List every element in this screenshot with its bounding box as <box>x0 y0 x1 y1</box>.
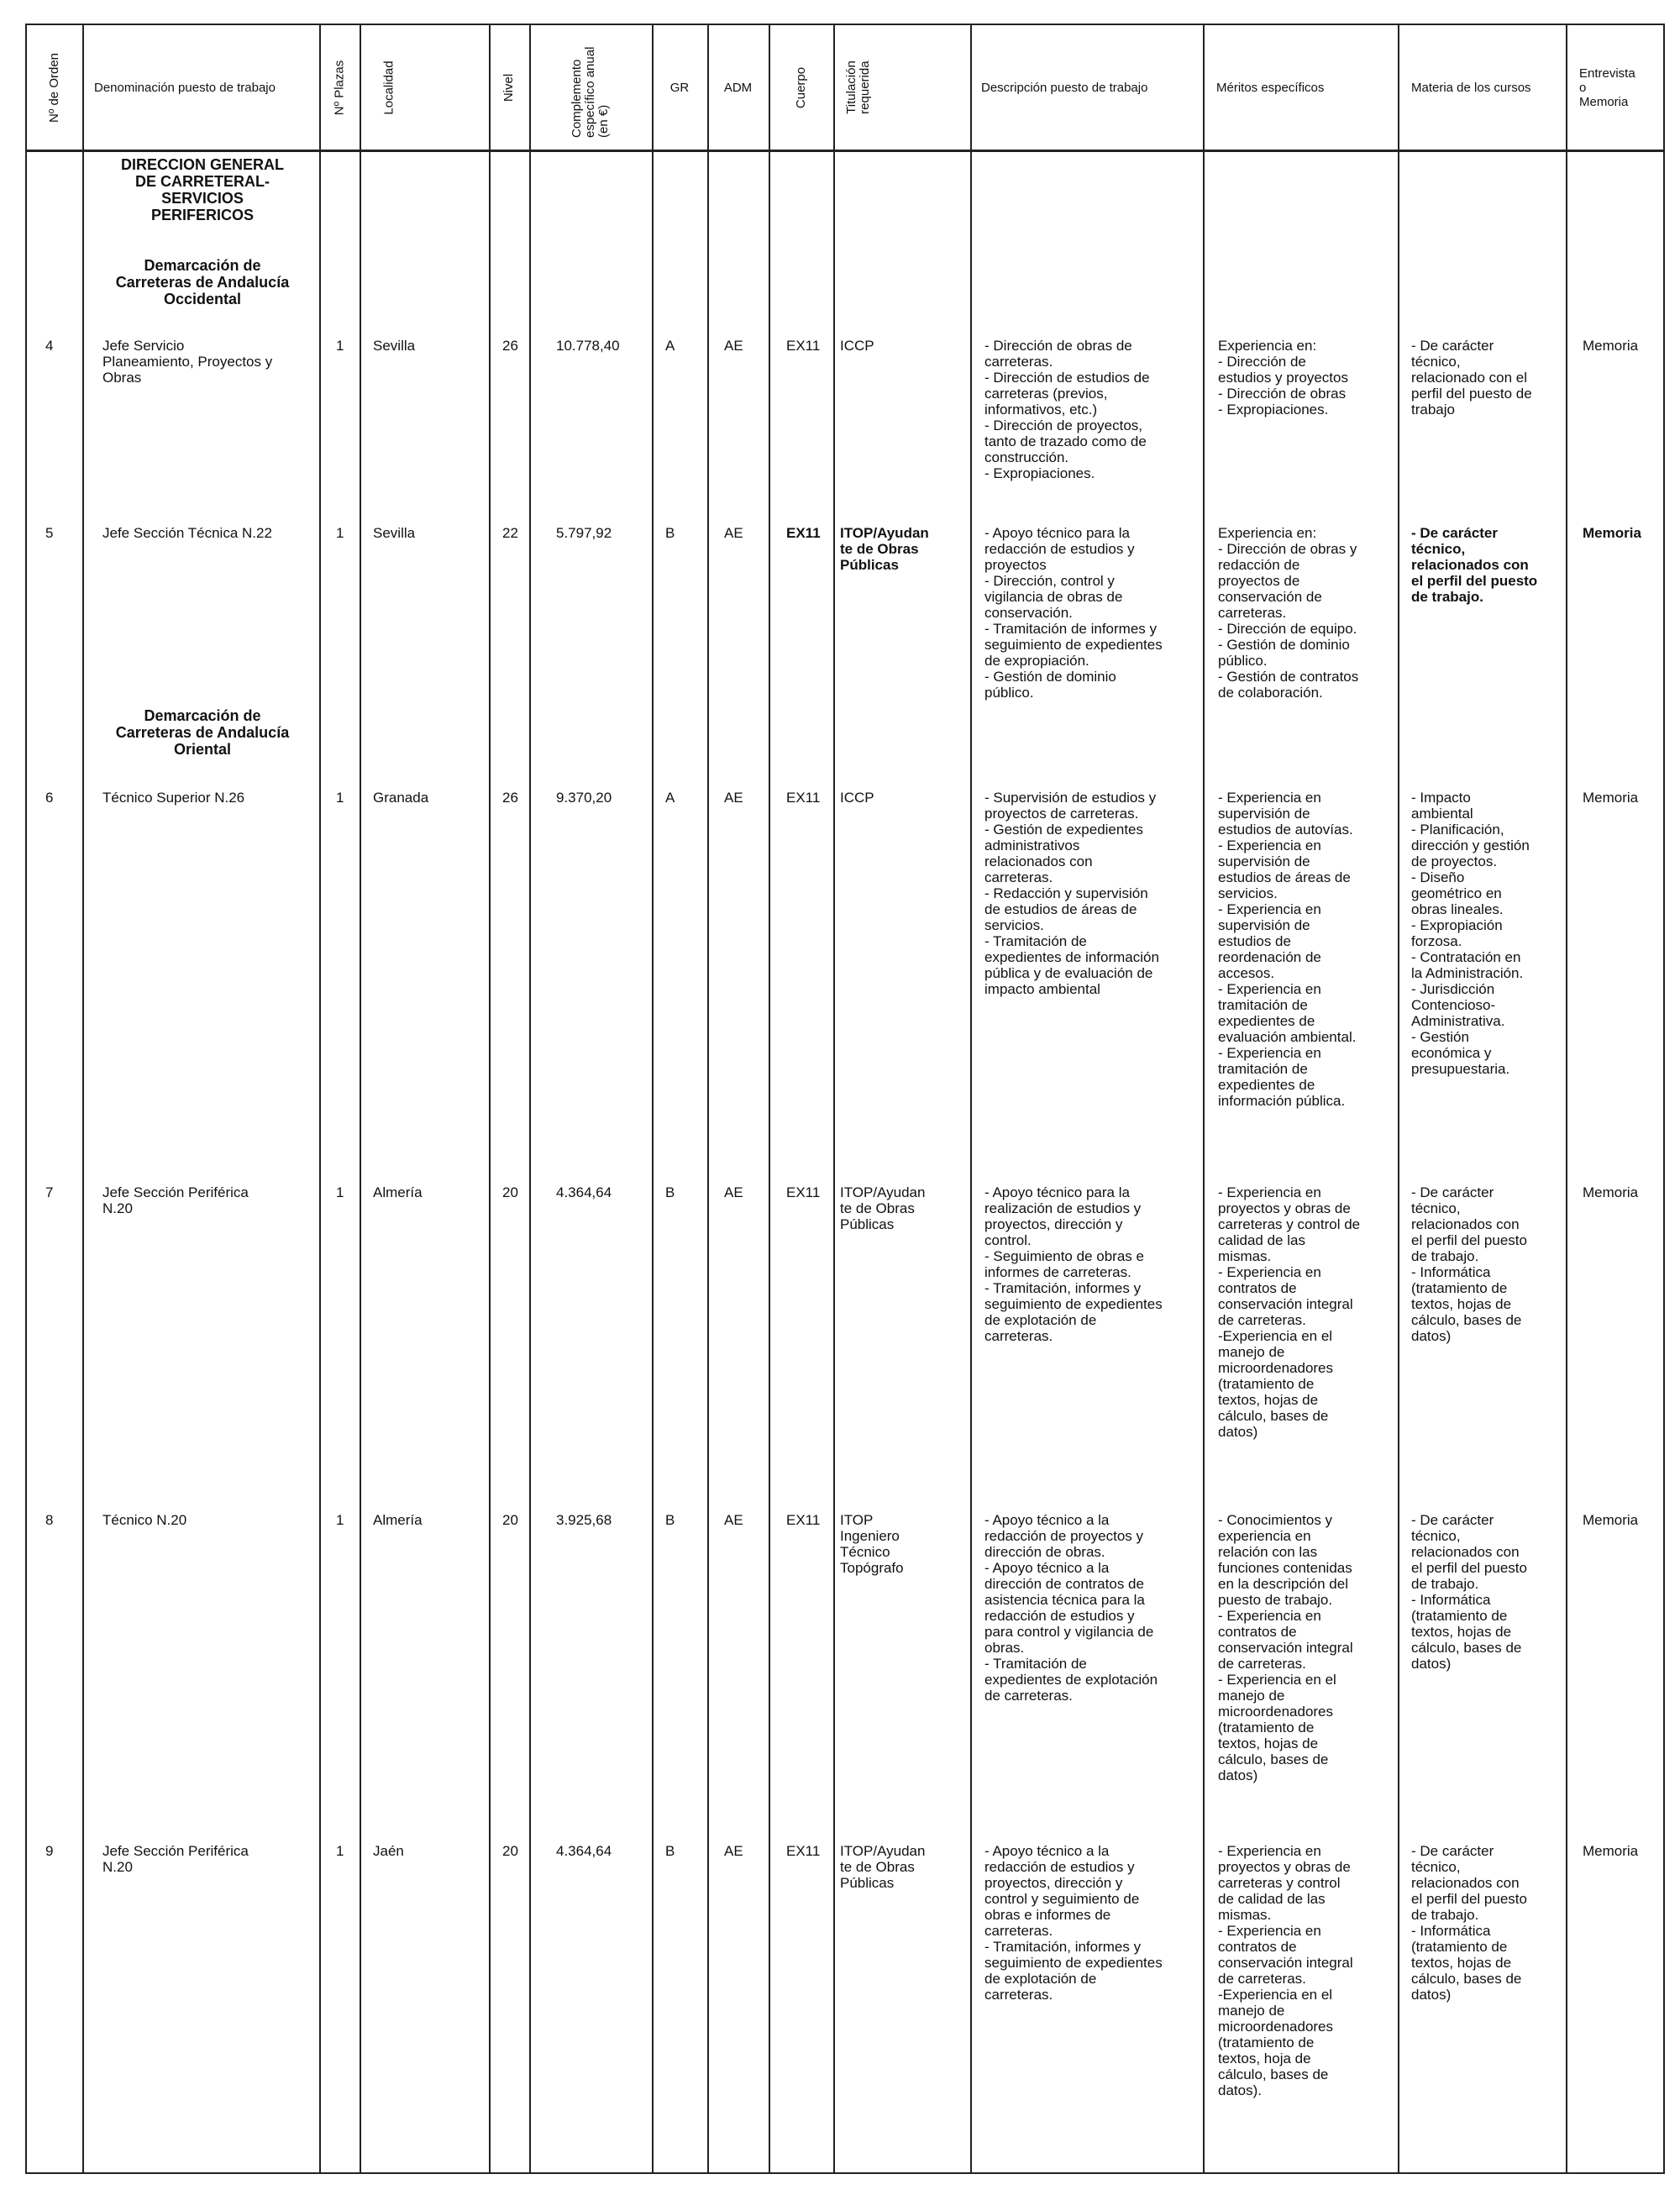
cell-plazas: 1 <box>336 1184 344 1200</box>
header-complemento: Complemento específico anual (en €) <box>570 46 611 138</box>
cell-localidad: Almería <box>373 1184 423 1200</box>
cell-cuerpo: EX11 <box>786 338 821 354</box>
cell-titulacion: ITOP Ingeniero Técnico Topógrafo <box>840 1512 904 1576</box>
cell-plazas: 1 <box>336 790 344 806</box>
cell-denominacion: Técnico Superior N.26 <box>102 790 245 806</box>
cell-materia: - De carácter técnico, relacionado con el perfil del puesto de trabajo <box>1411 338 1532 417</box>
cell-plazas: 1 <box>336 1512 344 1528</box>
cell-plazas: 1 <box>336 1843 344 1859</box>
col-divider <box>1566 24 1567 2174</box>
cell-entrevista: Memoria <box>1583 1512 1639 1528</box>
cell-orden: 9 <box>45 1843 54 1859</box>
cell-nivel: 26 <box>502 338 518 354</box>
cell-cuerpo: EX11 <box>786 1512 821 1528</box>
cell-gr: B <box>665 1184 675 1200</box>
header-entrevista: Entrevista o Memoria <box>1579 66 1635 109</box>
cell-nivel: 20 <box>502 1512 518 1528</box>
section-title-occidental: Demarcación de Carreteras de Andalucía Occidental <box>115 257 290 307</box>
col-divider <box>652 24 654 2174</box>
cell-gr: B <box>665 1512 675 1528</box>
cell-descripcion: - Supervisión de estudios y proyectos de carreteras. - Gestión de expedientes administrativos relacionados con carreteras. - Redacción y supervisión de estudios de áreas de servicios. - Tramitación de expedientes de información pública y de evaluación de impacto ambiental <box>984 790 1159 997</box>
cell-adm: AE <box>724 338 743 354</box>
header-materia: Materia de los cursos <box>1411 80 1531 95</box>
cell-titulacion: ITOP/Ayudan te de Obras Públicas <box>840 1184 926 1232</box>
cell-denominacion: Jefe Sección Periférica N.20 <box>102 1184 249 1216</box>
cell-meritos: Experiencia en: - Dirección de estudios y proyectos - Dirección de obras - Expropiaciones. <box>1218 338 1348 417</box>
col-divider <box>529 24 531 2174</box>
cell-entrevista: Memoria <box>1583 790 1639 806</box>
cell-gr: B <box>665 525 675 541</box>
cell-entrevista: Memoria <box>1583 1843 1639 1859</box>
cell-meritos: - Experiencia en proyectos y obras de carreteras y control de calidad de las mismas. - Experiencia en contratos de conservación integral de carreteras. -Experiencia en el manejo de microordenadores (tratamiento de textos, hojas de cálculo, bases de datos) <box>1218 1184 1361 1440</box>
cell-meritos: Experiencia en: - Dirección de obras y redacción de proyectos de conservación de carreteras. - Dirección de equipo. - Gestión de dominio público. - Gestión de contratos de colaboración. <box>1218 525 1359 701</box>
cell-materia: - De carácter técnico, relacionados con el perfil del puesto de trabajo. <box>1411 525 1538 605</box>
header-localidad: Localidad <box>381 60 396 115</box>
cell-orden: 7 <box>45 1184 54 1200</box>
cell-cuerpo: EX11 <box>786 1843 821 1859</box>
cell-meritos: - Conocimientos y experiencia en relación con las funciones contenidas en la descripción del puesto de trabajo. - Experiencia en contratos de conservación integral de carreteras. - Experiencia en el manejo de microordenadores (tratamiento de textos, hojas de cálculo, bases de datos) <box>1218 1512 1353 1783</box>
cell-nivel: 20 <box>502 1184 518 1200</box>
cell-descripcion: - Dirección de obras de carreteras. - Dirección de estudios de carreteras (previos, informativos, etc.) - Dirección de proyectos, tanto de trazado como de construcción. - Expropiaciones. <box>984 338 1150 481</box>
cell-gr: B <box>665 1843 675 1859</box>
cell-denominacion: Jefe Sección Periférica N.20 <box>102 1843 249 1875</box>
header-meritos: Méritos específicos <box>1216 80 1325 95</box>
cell-descripcion: - Apoyo técnico a la redacción de proyectos y dirección de obras. - Apoyo técnico a la dirección de contratos de asistencia técnica para la redacción de estudios y para control y vigilancia de obras. - Tramitación de expedientes de explotación de carreteras. <box>984 1512 1158 1704</box>
header-orden: Nº de Orden <box>47 52 62 123</box>
cell-descripcion: - Apoyo técnico para la redacción de estudios y proyectos - Dirección, control y vigilancia de obras de conservación. - Tramitación de informes y seguimiento de expedientes de expropiación. - Gestión de dominio público. <box>984 525 1163 701</box>
cell-titulacion: ICCP <box>840 338 874 354</box>
cell-gr: A <box>665 338 675 354</box>
cell-orden: 5 <box>45 525 54 541</box>
cell-cuerpo: EX11 <box>786 525 821 541</box>
cell-titulacion: ICCP <box>840 790 874 806</box>
cell-nivel: 20 <box>502 1843 518 1859</box>
cell-localidad: Sevilla <box>373 525 416 541</box>
cell-localidad: Granada <box>373 790 429 806</box>
cell-orden: 6 <box>45 790 54 806</box>
cell-denominacion: Técnico N.20 <box>102 1512 187 1528</box>
cell-titulacion: ITOP/Ayudan te de Obras Públicas <box>840 525 929 573</box>
cell-complemento: 3.925,68 <box>556 1512 612 1528</box>
cell-entrevista: Memoria <box>1583 338 1639 354</box>
header-cuerpo: Cuerpo <box>793 66 808 108</box>
cell-complemento: 5.797,92 <box>556 525 612 541</box>
header-divider <box>25 150 1665 152</box>
cell-denominacion: Jefe Servicio Planeamiento, Proyectos y Obras <box>102 338 273 386</box>
col-divider <box>1398 24 1399 2174</box>
cell-adm: AE <box>724 1843 743 1859</box>
col-divider <box>319 24 321 2174</box>
cell-orden: 8 <box>45 1512 54 1528</box>
section-title-oriental: Demarcación de Carreteras de Andalucía Oriental <box>115 707 290 758</box>
cell-materia: - De carácter técnico, relacionados con el perfil del puesto de trabajo. - Informática (tratamiento de textos, hojas de cálculo, bases de datos) <box>1411 1512 1527 1672</box>
cell-cuerpo: EX11 <box>786 1184 821 1200</box>
col-divider <box>1203 24 1205 2174</box>
cell-localidad: Sevilla <box>373 338 416 354</box>
cell-complemento: 4.364,64 <box>556 1843 612 1859</box>
cell-materia: - De carácter técnico, relacionados con el perfil del puesto de trabajo. - Informática (tratamiento de textos, hojas de cálculo, bases de datos) <box>1411 1843 1527 2003</box>
section-title-main: DIRECCION GENERAL DE CARRETERAL- SERVICIOS PERIFERICOS <box>120 156 284 223</box>
col-divider <box>360 24 361 2174</box>
header-adm: ADM <box>723 80 753 95</box>
cell-localidad: Jaén <box>373 1843 404 1859</box>
col-divider <box>489 24 491 2174</box>
cell-denominacion: Jefe Sección Técnica N.22 <box>102 525 272 541</box>
cell-entrevista: Memoria <box>1583 525 1641 541</box>
col-divider <box>970 24 972 2174</box>
cell-complemento: 4.364,64 <box>556 1184 612 1200</box>
cell-meritos: - Experiencia en proyectos y obras de carreteras y control de calidad de las mismas. - Experiencia en contratos de conservación integral de carreteras. -Experiencia en el manejo de microordenadores (tratamiento de textos, hoja de cálculo, bases de datos). <box>1218 1843 1353 2098</box>
header-plazas: Nº Plazas <box>332 60 347 115</box>
header-descripcion: Descripción puesto de trabajo <box>981 80 1148 95</box>
header-denominacion: Denominación puesto de trabajo <box>94 80 276 95</box>
cell-adm: AE <box>724 790 743 806</box>
cell-entrevista: Memoria <box>1583 1184 1639 1200</box>
col-divider <box>833 24 835 2174</box>
cell-descripcion: - Apoyo técnico a la redacción de estudios y proyectos, dirección y control y seguimiento de obras e informes de carreteras. - Tramitación, informes y seguimiento de expedientes de explotación de carreteras. <box>984 1843 1163 2003</box>
cell-complemento: 10.778,40 <box>556 338 620 354</box>
col-divider <box>82 24 84 2174</box>
cell-materia: - De carácter técnico, relacionados con el perfil del puesto de trabajo. - Informática (tratamiento de textos, hojas de cálculo, bases de datos) <box>1411 1184 1527 1344</box>
cell-complemento: 9.370,20 <box>556 790 612 806</box>
cell-orden: 4 <box>45 338 54 354</box>
cell-plazas: 1 <box>336 338 344 354</box>
cell-adm: AE <box>724 1184 743 1200</box>
header-gr: GR <box>669 80 690 95</box>
col-divider <box>707 24 709 2174</box>
cell-gr: A <box>665 790 675 806</box>
cell-plazas: 1 <box>336 525 344 541</box>
cell-adm: AE <box>724 525 743 541</box>
header-nivel: Nivel <box>501 73 517 102</box>
col-divider <box>769 24 770 2174</box>
cell-cuerpo: EX11 <box>786 790 821 806</box>
cell-titulacion: ITOP/Ayudan te de Obras Públicas <box>840 1843 926 1891</box>
cell-materia: - Impacto ambiental - Planificación, dirección y gestión de proyectos. - Diseño geométrico en obras lineales. - Expropiación forzosa. - Contratación en la Administración. - Jurisdicción Contencioso- Administrativa. - Gestión económica y presupuestaria. <box>1411 790 1530 1077</box>
header-titulacion: Titulación requerida <box>844 60 873 114</box>
cell-descripcion: - Apoyo técnico para la realización de estudios y proyectos, dirección y control. - Seguimiento de obras e informes de carreteras. - Tramitación, informes y seguimiento de expedientes de explotación de carreteras. <box>984 1184 1163 1344</box>
cell-adm: AE <box>724 1512 743 1528</box>
cell-meritos: - Experiencia en supervisión de estudios de autovías. - Experiencia en supervisión de estudios de áreas de servicios. - Experiencia en supervisión de estudios de reordenación de accesos. - Experiencia en tramitación de expedientes de evaluación ambiental. - Experiencia en tramitación de expedientes de información pública. <box>1218 790 1357 1109</box>
cell-nivel: 22 <box>502 525 518 541</box>
cell-localidad: Almería <box>373 1512 423 1528</box>
cell-nivel: 26 <box>502 790 518 806</box>
